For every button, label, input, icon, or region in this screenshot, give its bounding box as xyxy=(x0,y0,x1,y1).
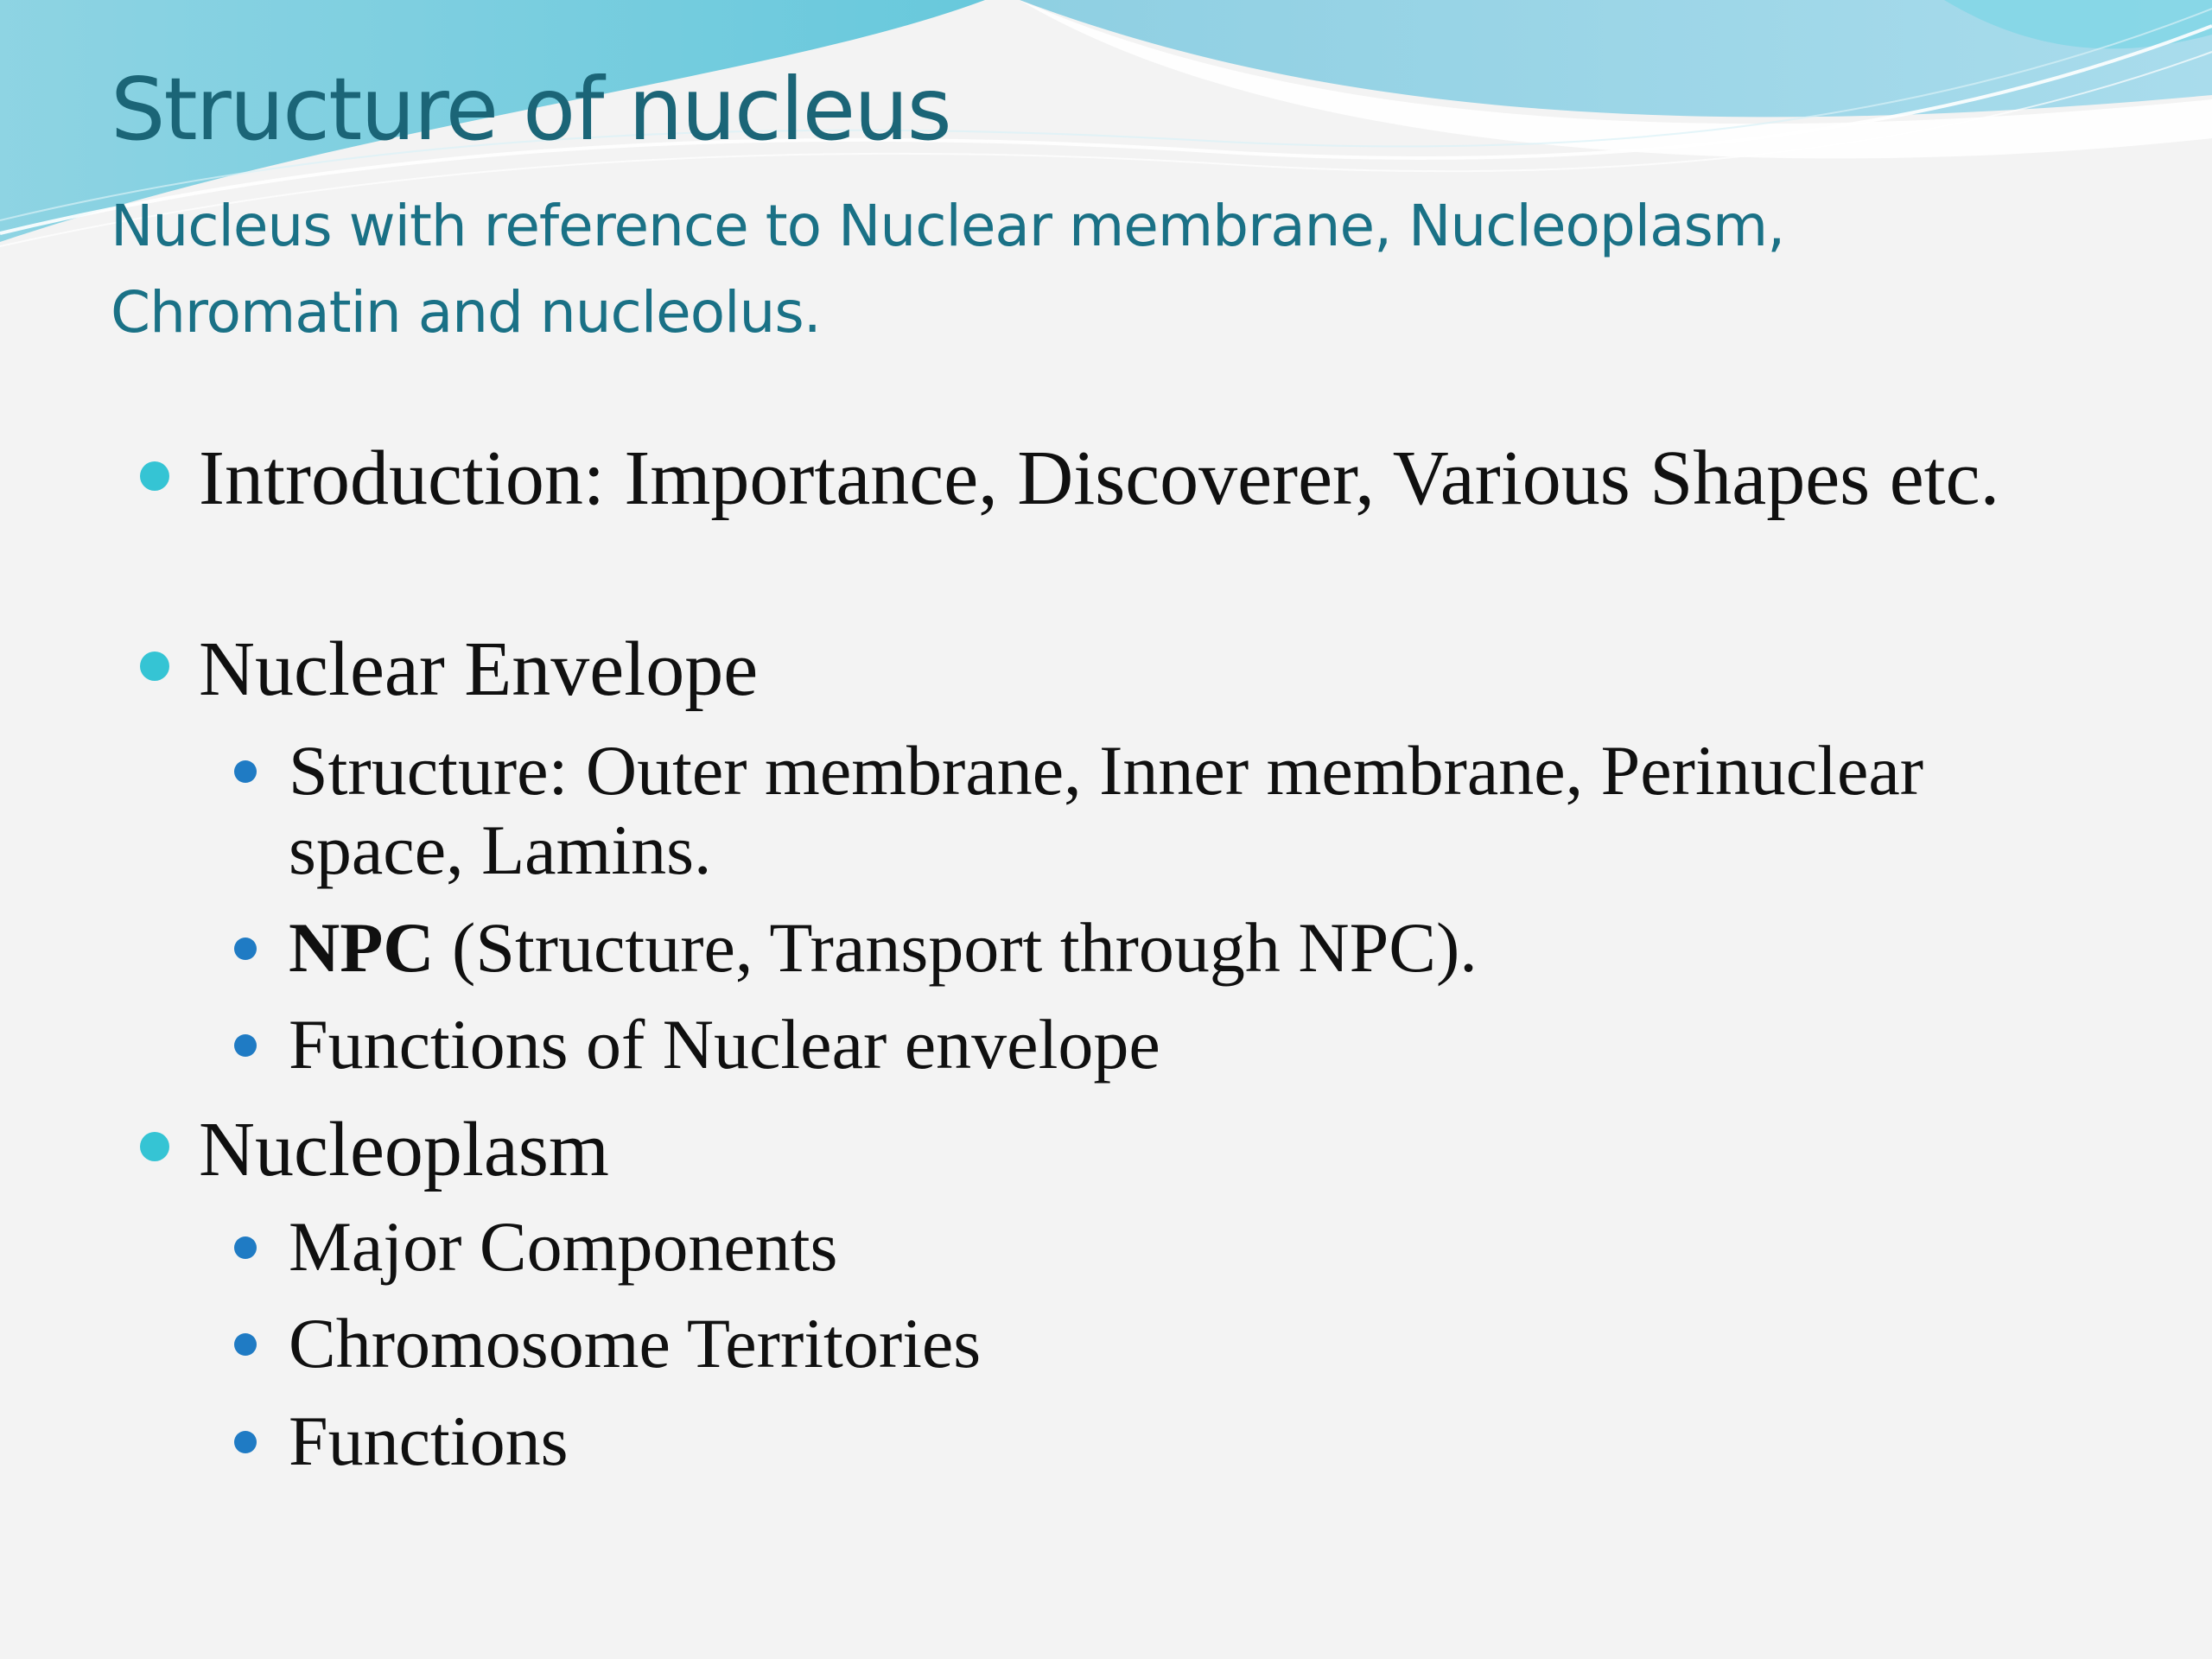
sub-bullet-major-components: Major Components xyxy=(289,1207,838,1286)
bullet-introduction: Introduction: Importance, Discoverer, Various Shapes etc. xyxy=(199,435,2000,521)
sub-bullet-functions: Functions xyxy=(289,1402,569,1480)
sub-bullet-chromosome-territories: Chromosome Territories xyxy=(289,1304,982,1382)
bullet-dot-icon xyxy=(140,461,169,491)
npc-bold-label: NPC xyxy=(289,908,435,987)
sub-bullet-functions-envelope: Functions of Nuclear envelope xyxy=(289,1005,1160,1084)
slide-subtitle: Nucleus with reference to Nuclear membrane, Nucleoplasm, Chromatin and nucleolus. xyxy=(111,193,1785,346)
bullet-nucleoplasm: Nucleoplasm xyxy=(199,1107,609,1192)
npc-description: (Structure, Transport through NPC). xyxy=(434,908,1478,987)
sub-bullet-dot-icon xyxy=(234,1236,257,1259)
sub-bullet-dot-icon xyxy=(234,938,257,960)
sub-bullet-dot-icon xyxy=(234,760,257,783)
bullet-nuclear-envelope: Nuclear Envelope xyxy=(199,626,759,712)
sub-bullet-structure: Structure: Outer membrane, Inner membrane, Perinuclear space, Lamins. xyxy=(289,731,1924,889)
sub-bullet-npc xyxy=(289,908,2103,988)
sub-bullet-dot-icon xyxy=(234,1034,257,1057)
slide-title: Structure of nucleus xyxy=(111,59,950,160)
sub-bullet-dot-icon xyxy=(234,1431,257,1453)
bullet-dot-icon xyxy=(140,652,169,681)
bullet-dot-icon xyxy=(140,1132,169,1161)
sub-bullet-dot-icon xyxy=(234,1333,257,1356)
